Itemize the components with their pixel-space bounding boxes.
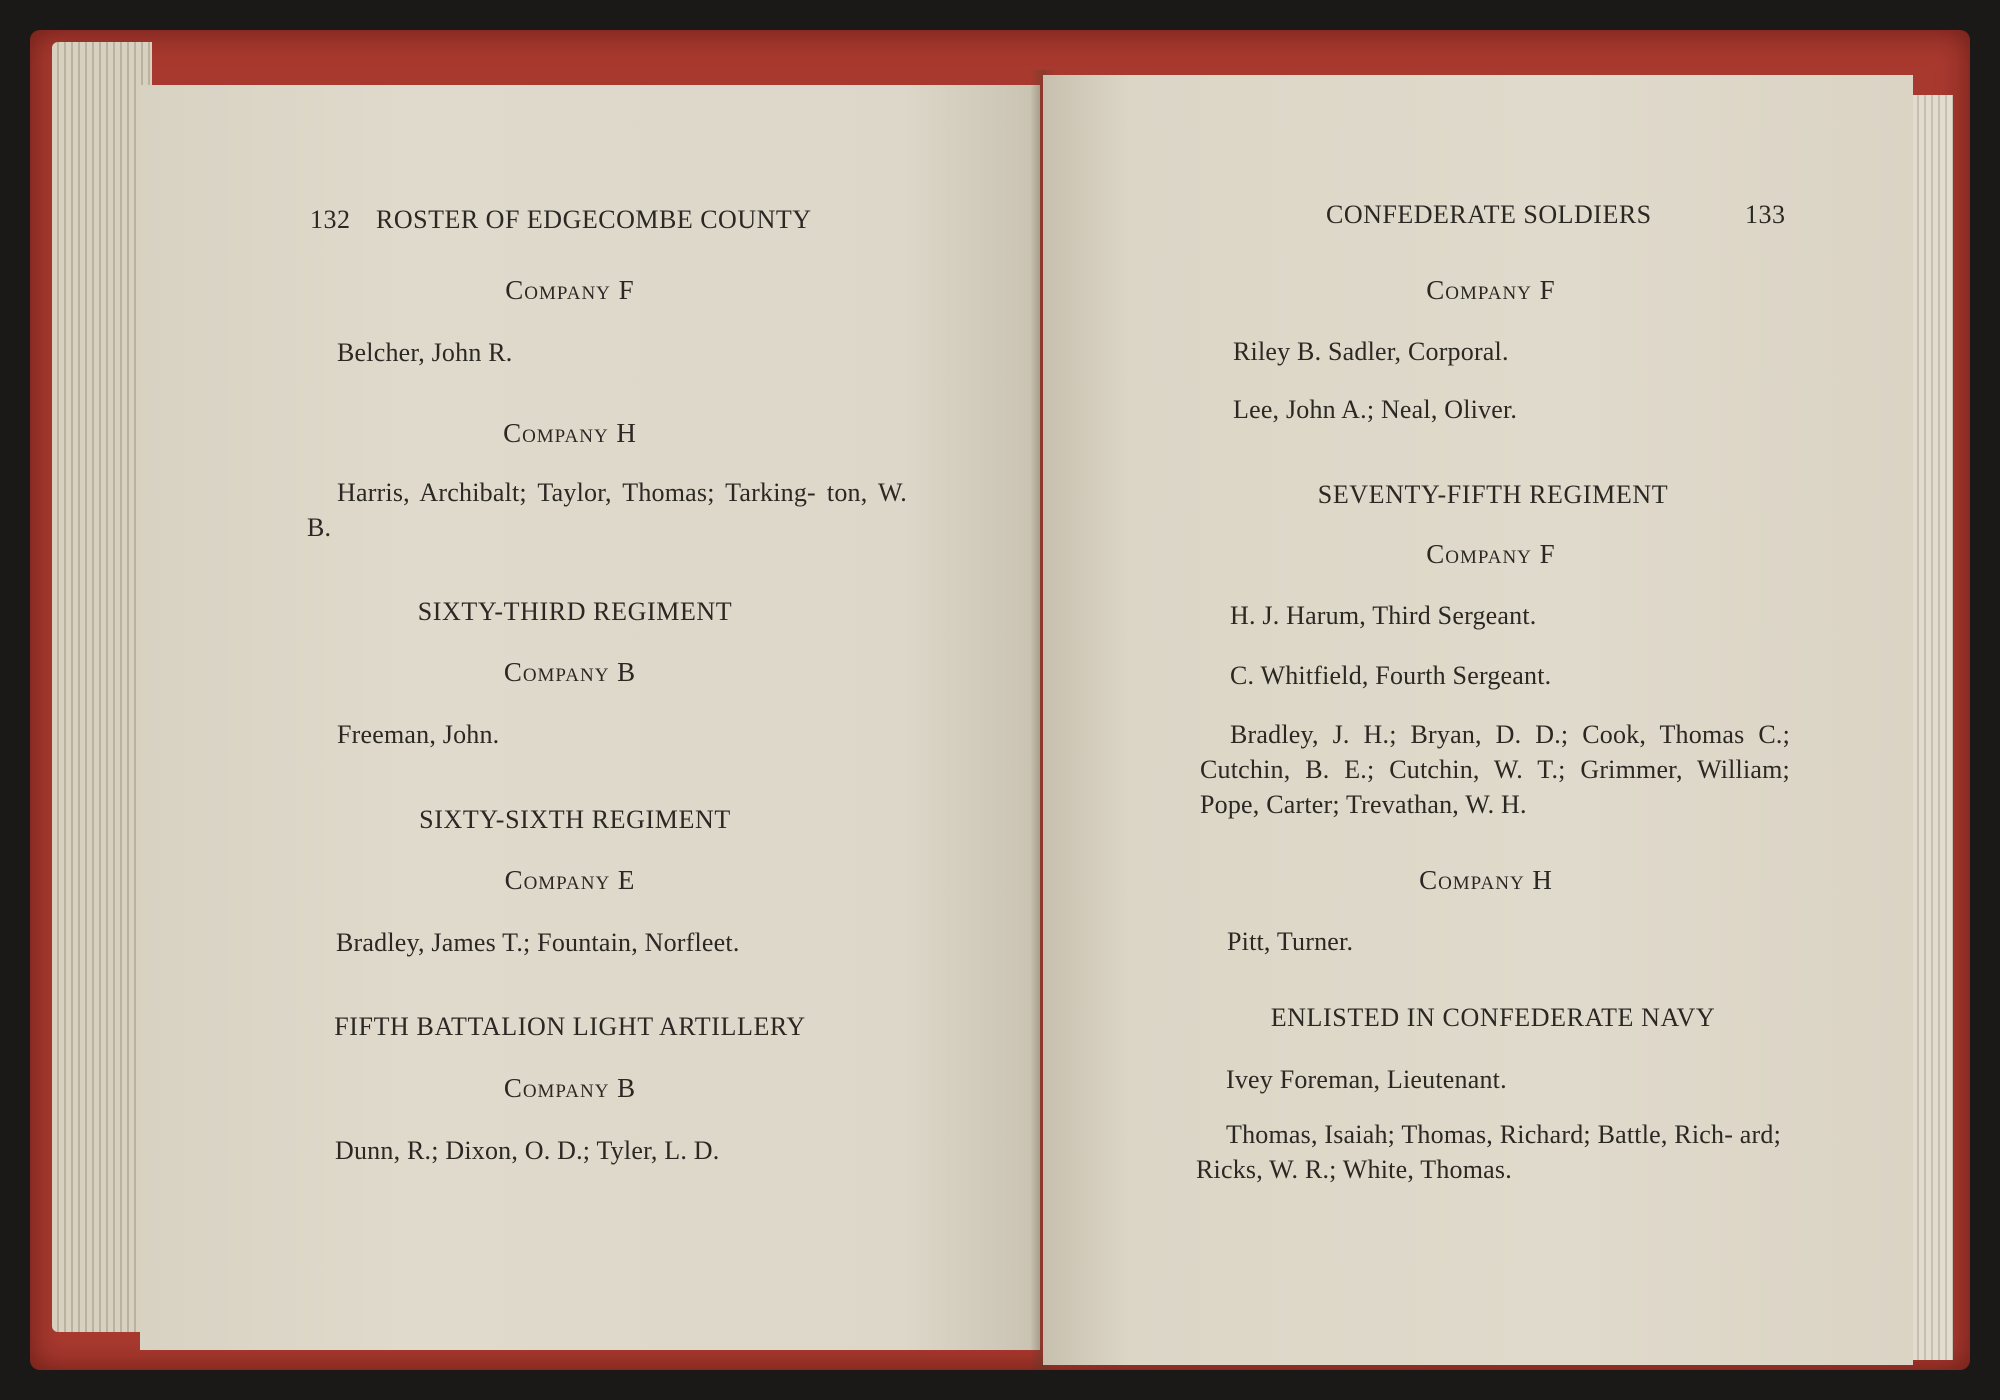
roster-entry: Ivey Foreman, Lieutenant.	[1226, 1065, 1507, 1094]
right-running-head: CONFEDERATE SOLDIERS	[1326, 200, 1652, 229]
section-company: Company F	[505, 275, 635, 305]
left-page-number: 132	[310, 205, 351, 234]
page-block-left	[52, 42, 152, 1332]
roster-entry: Lee, John A.; Neal, Oliver.	[1233, 395, 1518, 424]
roster-entry: Riley B. Sadler, Corporal.	[1233, 337, 1509, 366]
roster-entry: Bradley, James T.; Fountain, Norfleet.	[336, 928, 740, 957]
roster-entry: C. Whitfield, Fourth Sergeant.	[1230, 661, 1552, 690]
section-company: Company H	[503, 418, 637, 448]
roster-entry: H. J. Harum, Third Sergeant.	[1230, 601, 1537, 630]
section-company: Company F	[1426, 275, 1556, 305]
section-company: Company E	[504, 865, 636, 895]
right-page	[1043, 75, 1913, 1365]
roster-entry: Belcher, John R.	[337, 338, 513, 367]
roster-entry: Bradley, J. H.; Bryan, D. D.; Cook, Thomas C.; Cutchin, B. E.; Cutchin, W. T.; Grimmer, William; Pope, Carter; Trevathan, W. H.	[1200, 720, 1790, 819]
left-running-head: ROSTER OF EDGECOMBE COUNTY	[376, 205, 812, 234]
roster-entry: Dunn, R.; Dixon, O. D.; Tyler, L. D.	[335, 1136, 720, 1165]
section-company: Company B	[503, 1073, 637, 1103]
regiment-heading: SIXTY-THIRD REGIMENT	[417, 597, 733, 626]
section-company: Company F	[1426, 539, 1556, 569]
regiment-heading: ENLISTED IN CONFEDERATE NAVY	[1270, 1003, 1716, 1032]
section-company: Company H	[1419, 865, 1553, 895]
roster-entry: Pitt, Turner.	[1227, 927, 1354, 956]
roster-entry: Harris, Archibalt; Taylor, Thomas; Tarking- ton, W. B.	[307, 478, 907, 542]
regiment-heading: FIFTH BATTALION LIGHT ARTILLERY	[334, 1012, 806, 1041]
section-company: Company B	[503, 657, 637, 687]
roster-entry: Thomas, Isaiah; Thomas, Richard; Battle, Rich- ard; Ricks, W. R.; White, Thomas.	[1196, 1120, 1781, 1184]
roster-entry: Freeman, John.	[337, 720, 500, 749]
regiment-heading: SEVENTY-FIFTH REGIMENT	[1317, 480, 1669, 509]
left-page	[140, 85, 1040, 1350]
right-page-number: 133	[1745, 200, 1786, 229]
regiment-heading: SIXTY-SIXTH REGIMENT	[419, 805, 731, 834]
